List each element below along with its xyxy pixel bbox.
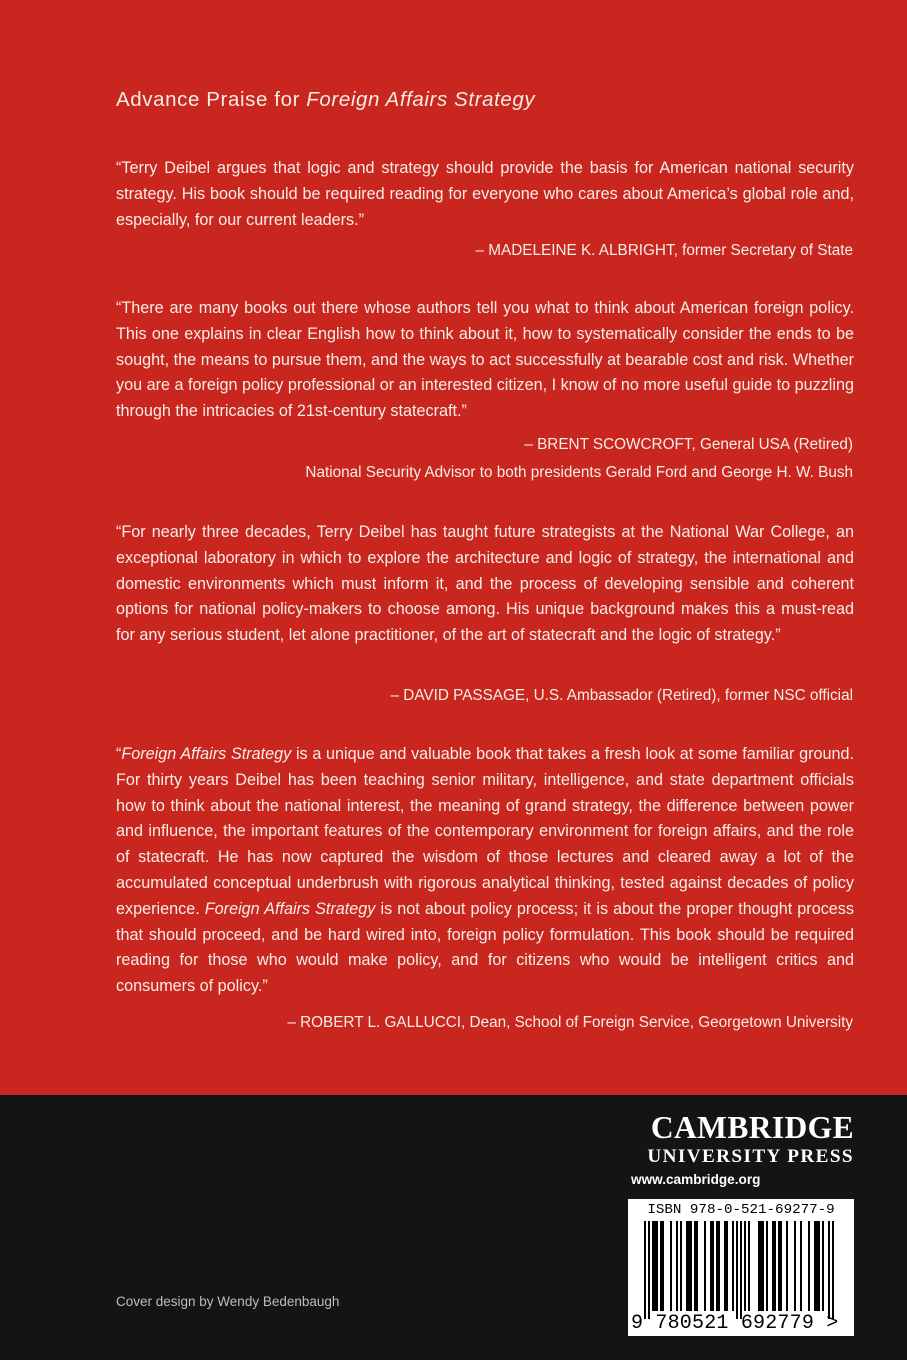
- cover-credit: Cover design by Wendy Bedenbaugh: [116, 1294, 340, 1309]
- barcode-bar: [652, 1221, 654, 1311]
- attribution-gallucci: – ROBERT L. GALLUCCI, Dean, School of Foreign Service, Georgetown University: [287, 1014, 853, 1031]
- barcode-bar: [712, 1221, 714, 1311]
- quote-book-title: Foreign Affairs Strategy: [121, 745, 292, 763]
- barcode-bar: [656, 1221, 658, 1311]
- quote-scowcroft: “There are many books out there whose authors tell you what to think about American foreign policy. This one explains in clear English how to think about it, how to systematically consider the ends to be sought, the means to pursue them, and the ways to act successfully at bearable cost and risk. Whether you are a foreign policy professional or an interested citizen, I know of no more useful guide to puzzling through the intricacies of 21st-century statecraft.”: [116, 299, 854, 421]
- barcode-bar: [794, 1221, 796, 1311]
- barcode-bar: [690, 1221, 692, 1311]
- barcode-bar: [772, 1221, 774, 1311]
- barcode-bar: [828, 1221, 830, 1319]
- open-quote-mark: “: [116, 745, 122, 763]
- barcode-bar: [822, 1221, 824, 1311]
- barcode-bar: [732, 1221, 734, 1311]
- barcode-bar: [800, 1221, 802, 1311]
- barcode-bar: [654, 1221, 656, 1311]
- quote-text-part: is not about policy process; it is about the proper thought process that should proceed, and be hard wired into, foreign policy formulation. This book should be required reading for those who would make policy, and for citizens who would be intelligent critics and consumers of policy.”: [116, 899, 854, 996]
- barcode-bar: [786, 1221, 788, 1311]
- barcode-bar: [670, 1221, 672, 1311]
- barcode-bar: [778, 1221, 780, 1311]
- barcode-bar: [816, 1221, 818, 1311]
- barcode-bar: [736, 1221, 738, 1319]
- barcode-bar: [660, 1221, 662, 1311]
- barcode: [628, 1199, 854, 1336]
- publisher-url: www.cambridge.org: [631, 1172, 761, 1187]
- heading-prefix: Advance Praise for: [116, 88, 307, 111]
- quote-text-part: is a unique and valuable book that takes a fresh look at some familiar ground. For thirty years Deibel has been teaching senior military, intelligence, and state department officials how to think about the national interest, the meaning of grand strategy, the difference between power and influence, the important features of the contemporary environment for foreign affairs, and the role of statecraft. He has now captured the wisdom of those lectures and cleared away a lot of the accumulated conceptual underbrush with rigorous analytical thinking, tested against decades of policy experience.: [116, 745, 854, 918]
- quote-passage: “For nearly three decades, Terry Deibel has taught future strategists at the National War College, an exceptional laboratory in which to explore the architecture and logic of strategy, the international and domestic environments which must inform it, and the process of developing sensible and coherent options for national policy-makers to choose among. His unique background makes this a must-read for any serious student, let alone practitioner, of the art of statecraft and the logic of strategy.”: [116, 523, 854, 645]
- barcode-bar: [814, 1221, 816, 1311]
- barcode-bar: [766, 1221, 768, 1311]
- barcode-bar: [644, 1221, 646, 1319]
- attribution-albright: – MADELEINE K. ALBRIGHT, former Secretary of State: [475, 242, 853, 259]
- publisher-logo-sub: UNIVERSITY PRESS: [647, 1146, 854, 1167]
- barcode-bar: [686, 1221, 688, 1311]
- barcode-bar: [774, 1221, 776, 1311]
- barcode-bar: [680, 1221, 682, 1311]
- attribution-scowcroft-title: National Security Advisor to both presidents Gerald Ford and George H. W. Bush: [305, 464, 853, 481]
- barcode-bar: [694, 1221, 696, 1311]
- barcode-bar: [710, 1221, 712, 1311]
- barcode-digits: 9 780521 692779 >: [631, 1312, 839, 1335]
- barcode-bar: [762, 1221, 764, 1311]
- barcode-bar: [696, 1221, 698, 1311]
- barcode-bar: [740, 1221, 742, 1319]
- publisher-logo-name: CAMBRIDGE: [650, 1110, 854, 1145]
- attribution-scowcroft: – BRENT SCOWCROFT, General USA (Retired): [524, 436, 853, 453]
- barcode-bar: [818, 1221, 820, 1311]
- barcode-bar: [676, 1221, 678, 1311]
- barcode-bar: [716, 1221, 718, 1311]
- barcode-bar: [760, 1221, 762, 1311]
- barcode-bar: [780, 1221, 782, 1311]
- barcode-bar: [648, 1221, 650, 1319]
- attribution-passage: – DAVID PASSAGE, U.S. Ambassador (Retired), former NSC official: [390, 687, 853, 704]
- barcode-bar: [744, 1221, 746, 1311]
- praise-heading: [116, 88, 535, 112]
- quote-albright: “Terry Deibel argues that logic and strategy should provide the basis for American national security strategy. His book should be required reading for everyone who cares about America’s global role and, especially, for our current leaders.”: [116, 159, 854, 229]
- barcode-bar: [718, 1221, 720, 1311]
- quote-gallucci: [116, 742, 854, 1000]
- quote-book-title: Foreign Affairs Strategy: [204, 899, 376, 918]
- barcode-bar: [832, 1221, 834, 1319]
- barcode-bar: [748, 1221, 750, 1311]
- heading-book-title: Foreign Affairs Strategy: [306, 88, 536, 111]
- barcode-bar: [662, 1221, 664, 1311]
- barcode-bar: [688, 1221, 690, 1311]
- barcode-bar: [724, 1221, 726, 1311]
- barcode-bar: [758, 1221, 760, 1311]
- barcode-bar: [704, 1221, 706, 1311]
- barcode-bar: [726, 1221, 728, 1311]
- isbn-label: ISBN 978-0-521-69277-9: [647, 1202, 835, 1218]
- barcode-bar: [808, 1221, 810, 1311]
